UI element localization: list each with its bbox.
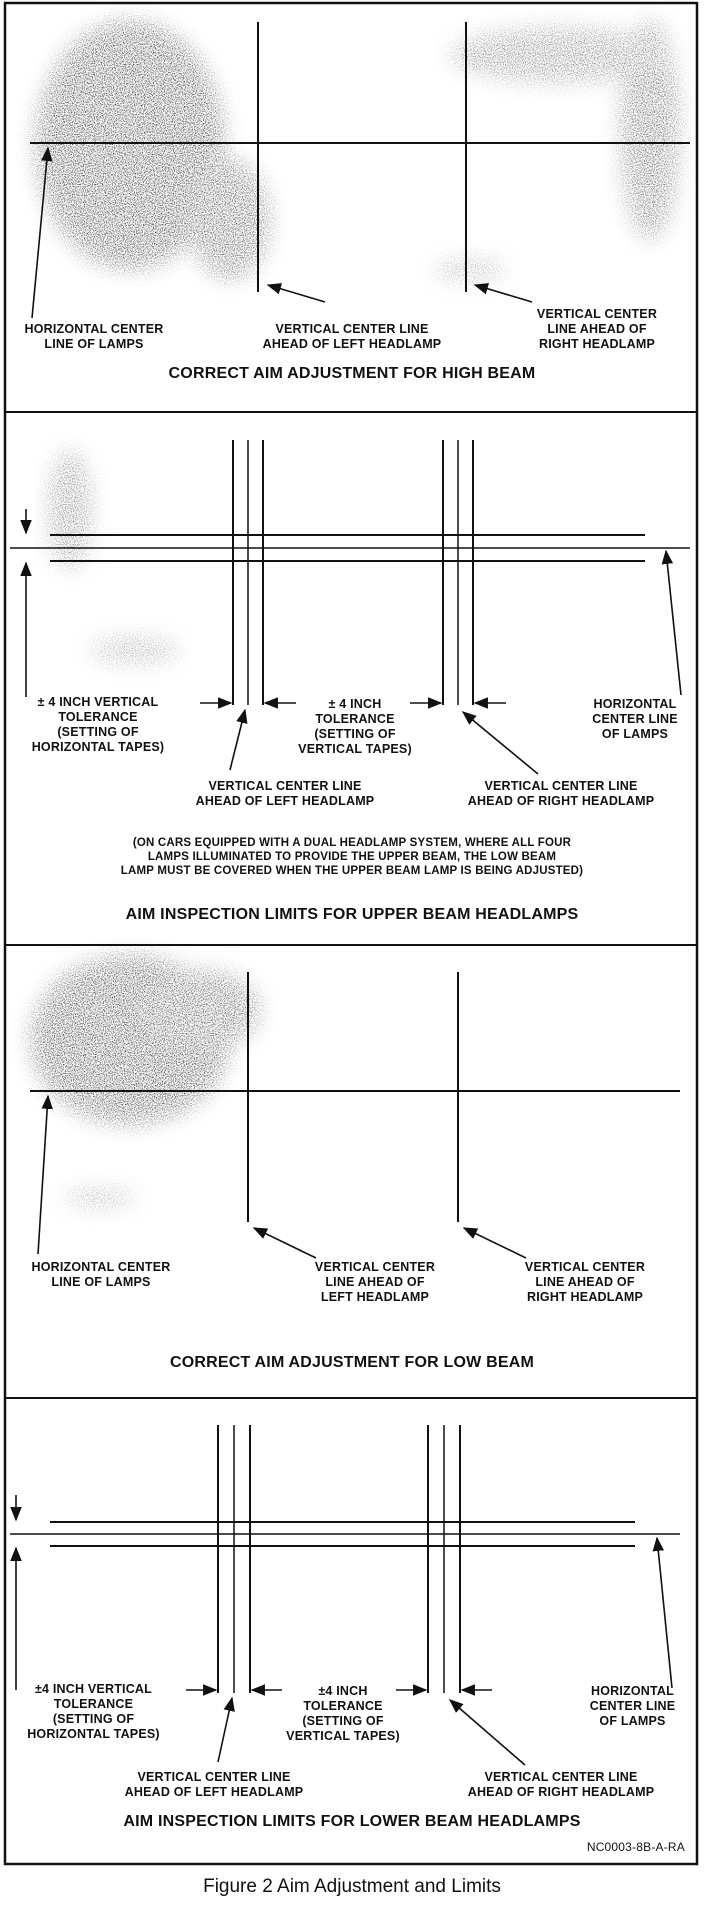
- low-beam-panel: [5, 955, 697, 1398]
- dual-headlamp-note: (ON CARS EQUIPPED WITH A DUAL HEADLAMP SYSTEM, WHERE ALL FOUR LAMPS ILLUMINATED TO PROVIDE THE UPPER BEAM, THE LOW BEAM LAMP MUST BE COVERED WHEN THE UPPER BEAM LAMP IS BEING ADJUSTED): [120, 837, 584, 877]
- lower-horizontal-center-label: HORIZONTAL CENTER LINE OF LAMPS: [589, 1684, 676, 1728]
- light-pattern-shape: [140, 970, 260, 1050]
- lower-left-vertical-label: VERTICAL CENTER LINE AHEAD OF LEFT HEADLAMP: [124, 1770, 304, 1799]
- upper-right-vertical-label: VERTICAL CENTER LINE AHEAD OF RIGHT HEADLAMP: [467, 779, 655, 808]
- low-beam-right-vertical-label: VERTICAL CENTER LINE AHEAD OF RIGHT HEADLAMP: [524, 1260, 646, 1304]
- upper-horizontal-tolerance-label: ± 4 INCH TOLERANCE (SETTING OF VERTICAL TAPES): [298, 697, 412, 756]
- light-pattern-shape: [450, 27, 670, 83]
- light-pattern-shape: [30, 955, 260, 1206]
- high-beam-panel: [5, 20, 697, 412]
- arrow: [254, 1228, 316, 1258]
- arrow: [464, 1228, 526, 1258]
- low-beam-left-vertical-label: VERTICAL CENTER LINE AHEAD OF LEFT HEADLAMP: [314, 1260, 436, 1304]
- high-beam-right-vertical-label: VERTICAL CENTER LINE AHEAD OF RIGHT HEADLAMP: [536, 307, 658, 351]
- low-beam-title: CORRECT AIM ADJUSTMENT FOR LOW BEAM: [169, 1354, 534, 1371]
- arrow: [463, 712, 538, 774]
- low-beam-light-pattern: [30, 955, 260, 1206]
- light-pattern-shape: [48, 450, 180, 664]
- figure-caption: Figure 2 Aim Adjustment and Limits: [203, 1876, 501, 1897]
- lower-right-vertical-label: VERTICAL CENTER LINE AHEAD OF RIGHT HEADLAMP: [467, 1770, 655, 1799]
- light-pattern-shape: [35, 20, 680, 282]
- light-pattern-shape: [48, 450, 92, 570]
- figure-frame: [5, 3, 697, 1864]
- arrow: [218, 1698, 232, 1762]
- light-pattern-shape: [65, 1190, 135, 1206]
- low-beam-horizontal-center-label: HORIZONTAL CENTER LINE OF LAMPS: [31, 1260, 171, 1289]
- figure-code: NC0003-8B-A-RA: [586, 1840, 685, 1854]
- high-beam-light-pattern: [35, 20, 680, 282]
- arrow: [450, 1700, 525, 1765]
- high-beam-title: CORRECT AIM ADJUSTMENT FOR HIGH BEAM: [168, 365, 536, 382]
- high-beam-horizontal-center-label: HORIZONTAL CENTER LINE OF LAMPS: [24, 322, 164, 351]
- upper-beam-title: AIM INSPECTION LIMITS FOR UPPER BEAM HEADLAMPS: [125, 906, 579, 923]
- arrow: [475, 285, 532, 302]
- light-pattern-shape: [90, 636, 180, 664]
- lower-horizontal-tolerance-label: ±4 INCH TOLERANCE (SETTING OF VERTICAL TAPES): [286, 1684, 400, 1743]
- arrow: [666, 551, 681, 695]
- light-pattern-shape: [435, 258, 505, 282]
- upper-horizontal-center-label: HORIZONTAL CENTER LINE OF LAMPS: [592, 697, 678, 741]
- lower-vertical-tolerance-label: ±4 INCH VERTICAL TOLERANCE (SETTING OF HORIZONTAL TAPES): [27, 1682, 160, 1741]
- upper-vertical-tolerance-label: ± 4 INCH VERTICAL TOLERANCE (SETTING OF HORIZONTAL TAPES): [31, 695, 165, 754]
- arrow: [268, 285, 325, 302]
- lower-beam-title: AIM INSPECTION LIMITS FOR LOWER BEAM HEADLAMPS: [123, 1813, 581, 1830]
- arrow: [657, 1538, 672, 1688]
- arrow: [230, 710, 245, 770]
- high-beam-left-vertical-label: VERTICAL CENTER LINE AHEAD OF LEFT HEADLAMP: [262, 322, 442, 351]
- arrow: [38, 1096, 48, 1254]
- upper-left-vertical-label: VERTICAL CENTER LINE AHEAD OF LEFT HEADLAMP: [195, 779, 375, 808]
- upper-beam-speckle: [48, 450, 180, 664]
